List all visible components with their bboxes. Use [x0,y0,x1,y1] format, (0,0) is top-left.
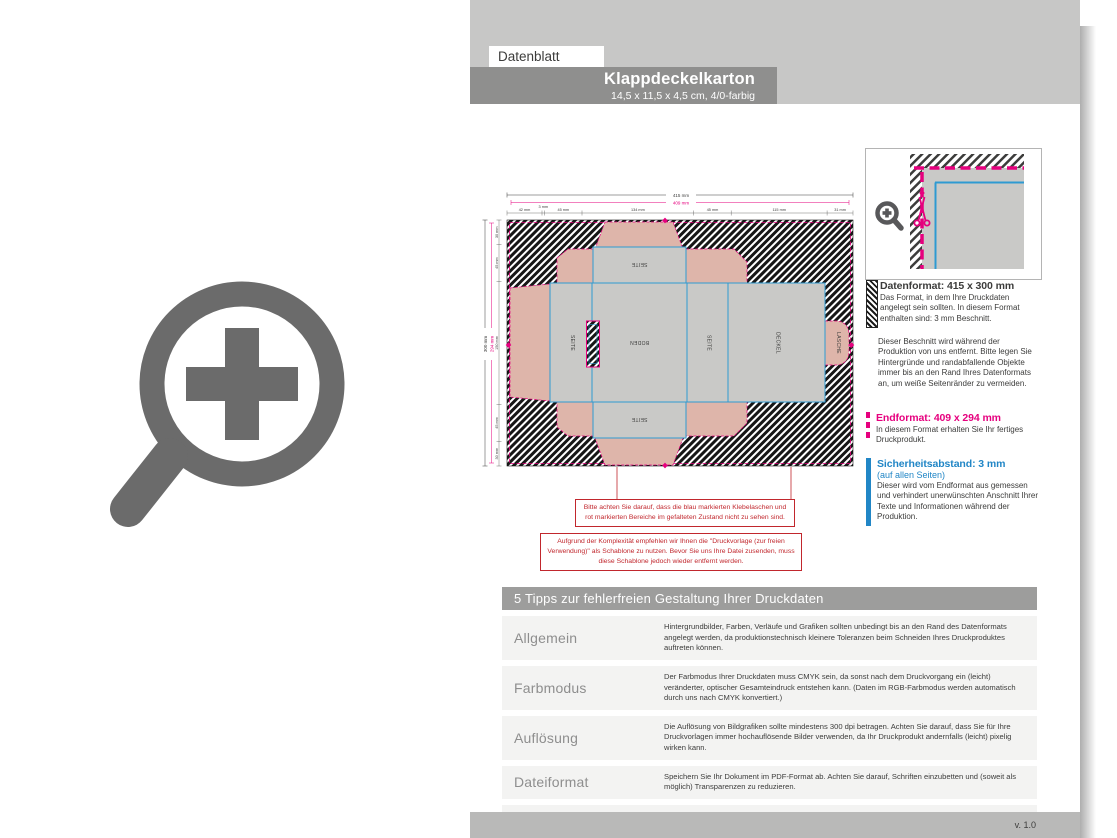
dim-segment: 30 mm [495,226,499,239]
dim-segment: 45 mm [706,208,719,212]
tip-label-allgemein: Allgemein [514,629,578,646]
version-label: v. 1.0 [1014,820,1036,830]
panel-label-seite-bottom: SEITE [631,416,648,422]
endformat-block [866,412,1040,446]
page-edge-shadow [1080,26,1096,838]
tip-text: Die Auflösung von Bildgrafiken sollte mindestens 300 dpi betragen. Achten Sie darauf, dass Sie für Ihre Druckvorlagen immer hochauflösende Bilder verwenden, da Ihr Druckprodukt andernfalls (leicht) pixelig wirken kann. [664,721,1012,752]
page-subtitle: 14,5 x 11,5 x 4,5 cm, 4/0-farbig [611,90,755,102]
corner-detail-graphic [866,149,1039,277]
dim-segment: 45 mm [495,417,499,429]
table-row [502,666,1037,710]
sicherheitsabstand-body: Dieser wird vom Endformat aus gemessen und verhindert unerwünschten Anschnitt Ihrer Texte und Informationen während der Produktion. [877,481,1038,522]
tips-table [502,587,1037,838]
glue-flap-marker [587,321,600,367]
panel-label-seite-top: SEITE [631,261,648,267]
panel-label-seite-left: SEITE [569,335,575,351]
datenblatt-tab [489,46,604,67]
dim-segment: 3 mm [538,205,549,209]
tip-text: Der Farbmodus Ihrer Druckdaten muss CMYK sein, da sonst nach dem Druckvorgang ein (leicht) veränderter, optischer Gesamteindruck entstehen kann. (Daten im RGB-Farbmodus werden automatisch durch uns nach CMYK konvertiert.) [664,671,1016,703]
bleed-legend-icon [866,280,878,328]
warning-note-flaps: Bitte achten Sie darauf, dass die blau markierten Klebelaschen und rot markierten Bereiche im gefalteten Zustand nicht zu sehen sind. [575,499,795,527]
tab-label: Datenblatt [498,49,560,64]
dim-segment: 134 mm [631,208,645,212]
corner-detail-box [865,148,1042,280]
panel-label-deckel: DECKEL [774,332,781,354]
title-bar [470,67,777,104]
dim-width-outer: 415 mm [672,193,690,198]
magnifier-small-icon [878,204,902,229]
beschnitt-note: Dieser Beschnitt wird während der Produktion von uns entfernt. Bitte legen Sie Hintergründe und randabfallende Objekte immer bis an den Rand Ihres Datenformats an, um weiße Seitenränder zu vermeiden. [878,337,1032,388]
magnifier-plus-icon [100,268,360,533]
page-title: Klappdeckelkarton [603,70,755,88]
table-row [502,616,1037,660]
panel-label-lasche: LASCHE [835,332,841,354]
dim-width-inner: 409 mm [672,200,690,206]
sicherheitsabstand-title: Sicherheitsabstand: 3 mm [877,458,1006,470]
tip-label-farbmodus: Farbmodus [514,679,587,696]
panel-label-seite-right: SEITE [705,335,712,351]
datenformat-block [866,280,1040,328]
footer-bar [470,812,1080,838]
sicherheitsabstand-subtitle: (auf allen Seiten) [877,470,946,480]
datenformat-title: Datenformat: 415 x 300 mm [880,280,1015,292]
endformat-title: Endformat: 409 x 294 mm [876,412,1001,424]
safety-legend-icon [866,458,871,526]
sicherheitsabstand-block [866,458,1040,526]
dim-segment: 45 mm [495,257,499,269]
dim-segment: 30 mm [495,447,499,460]
datenformat-body: Das Format, in dem Ihre Druckdaten angelegt sein sollten. In diesem Format enthalten sind: 3 mm Beschnitt. [880,293,1020,323]
tip-label-aufloesung: Auflösung [514,729,579,746]
tip-text: Speichern Sie Ihr Dokument im PDF-Format ab. Achten Sie darauf, Schriften einzubetten und (soweit als möglich) Transparenzen zu reduzieren. [664,771,1017,792]
dieline-diagram [478,188,858,500]
dim-height-outer: 300 mm [483,335,488,353]
endformat-body: In diesem Format erhalten Sie Ihr fertiges Druckprodukt. [876,425,1024,445]
dim-height-inner: 294 mm [489,335,495,353]
dim-segment: 150 mm [495,336,499,350]
panel-label-boden: BODEN [629,339,650,345]
tip-label-dateiformat: Dateiformat [514,774,589,791]
warning-callout-lines [617,467,791,499]
tip-text: Hintergrundbilder, Farben, Verläufe und Grafiken sollten unbedingt bis an den Rand des Datenformats angelegt werden, da produktionstechnisch kleinere Toleranzen beim Schneiden Ihres Druckproduktes auftreten können. [664,622,1007,653]
table-row [502,716,1037,760]
table-row [502,766,1037,799]
warning-note-template: Aufgrund der Komplexität empfehlen wir Ihnen die "Druckvorlage (zur freien Verwendung)" als Schablone zu nutzen. Bevor Sie uns Ihre Datei zusenden, muss diese Schablone jedoch wieder entfernt werden. [540,533,802,571]
dim-segment: 115 mm [772,208,786,212]
dim-segment: 42 mm [518,208,531,212]
cutline-legend-icon [866,412,870,440]
tips-header: 5 Tipps zur fehlerfreien Gestaltung Ihrer Druckdaten [502,587,1037,610]
dim-segment: 45 mm [557,208,570,212]
dim-segment: 31 mm [834,208,846,212]
